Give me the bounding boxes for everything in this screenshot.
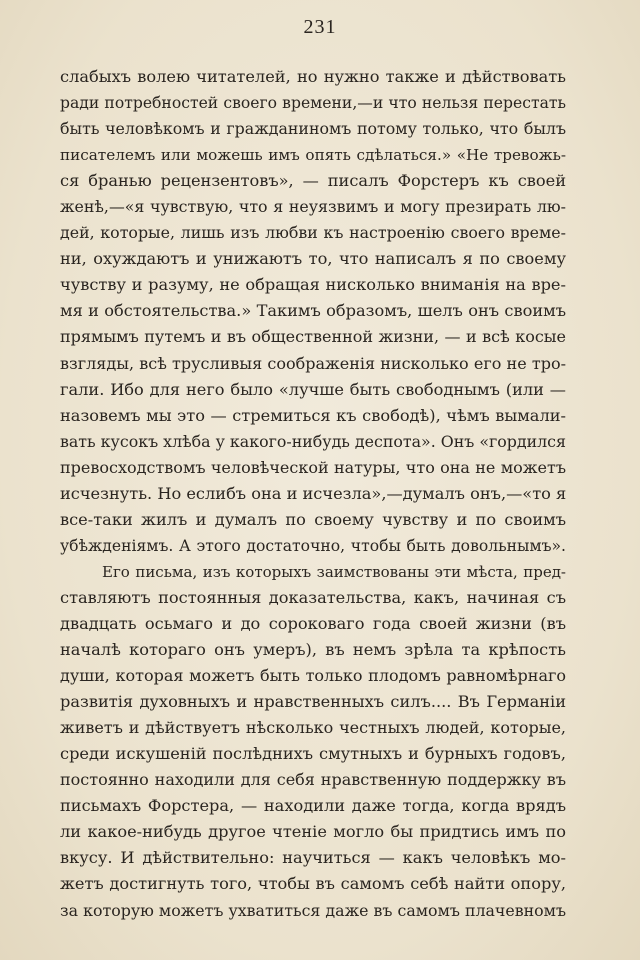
text-line: ся бранью рецензентовъ», — писалъ Форстеръ къ своей — [60, 171, 566, 191]
text-line: женѣ,—«я чувствую, что я неуязвимъ и могу презирать лю- — [60, 197, 566, 217]
text-line: слабыхъ волею читателей, но нужно также и дѣйствовать — [60, 67, 566, 86]
text-line: вать кусокъ хлѣба у какого-нибудь деспота». Онъ «гордился — [60, 431, 566, 451]
text-line: ни, охуждаютъ и унижаютъ то, что написалъ я по своему — [60, 249, 566, 269]
text-line: исчезнуть. Но еслибъ она и исчезла»,—думалъ онъ,—«то я — [60, 483, 566, 503]
text-line: живетъ и дѣйствуетъ нѣсколько честныхъ людей, которые, — [60, 718, 566, 738]
paragraph-first-line: Его письма, изъ которыхъ заимствованы эти мѣста, пред- — [102, 562, 566, 581]
text-line: вкусу. И дѣйствительно: научиться — какъ человѣкъ мо- — [60, 848, 566, 868]
text-line: превосходствомъ человѣческой натуры, что она не можетъ — [60, 457, 566, 477]
text-line: началѣ котораго онъ умеръ), въ немъ зрѣла та крѣпость — [60, 640, 566, 660]
text-line: быть человѣкомъ и гражданиномъ потому только, что былъ — [60, 119, 566, 139]
text-line: гали. Ибо для него было «лучше быть свободнымъ (или — — [60, 379, 566, 399]
text-line: ради потребностей своего времени,—и что нельзя перестать — [60, 94, 566, 113]
text-line: за которую можетъ ухватиться даже въ самомъ плачевномъ — [60, 900, 566, 920]
text-line: мя и обстоятельства.» Такимъ образомъ, шелъ онъ своимъ — [60, 301, 566, 321]
text-line: среди искушеній послѣднихъ смутныхъ и бурныхъ годовъ, — [60, 744, 566, 764]
text-line: чувству и разуму, не обращая нисколько вниманія на вре- — [60, 275, 566, 295]
text-line: ставляютъ постоянныя доказательства, какъ, начиная съ — [60, 587, 566, 607]
text-line: постоянно находили для себя нравственную поддержку въ — [60, 770, 566, 790]
text-line: все-таки жилъ и думалъ по своему чувству и по своимъ — [60, 509, 566, 529]
page-number: 231 — [303, 16, 337, 38]
text-line: души, которая можетъ быть только плодомъ равномѣрнаго — [60, 666, 566, 686]
text-line: ли какое-нибудь другое чтеніе могло бы придтись имъ по — [60, 822, 566, 842]
text-line: прямымъ путемъ и въ общественной жизни, — и всѣ косые — [60, 327, 566, 347]
text-line: жетъ достигнуть того, чтобы въ самомъ себѣ найти опору, — [60, 874, 566, 894]
text-line: дей, которые, лишь изъ любви къ настроенію своего време- — [60, 223, 566, 243]
text-line: развитія духовныхъ и нравственныхъ силъ.... Въ Германіи — [60, 692, 566, 712]
paragraph-last-line: убѣжденіямъ. А этого достаточно, чтобы быть довольнымъ». — [60, 536, 566, 555]
text-line: писателемъ или можешь имъ опять сдѣлаться.» «Не тревожь- — [60, 146, 566, 165]
text-line: взгляды, всѣ трусливыя соображенія нисколько его не тро- — [60, 353, 566, 373]
text-line: назовемъ мы это — стремиться къ свободѣ), чѣмъ вымали- — [60, 405, 566, 425]
body-text — [60, 64, 566, 924]
text-line: письмахъ Форстера, — находили даже тогда, когда врядъ — [60, 796, 566, 816]
text-line: двадцать осьмаго и до сороковаго года своей жизни (въ — [60, 613, 566, 633]
